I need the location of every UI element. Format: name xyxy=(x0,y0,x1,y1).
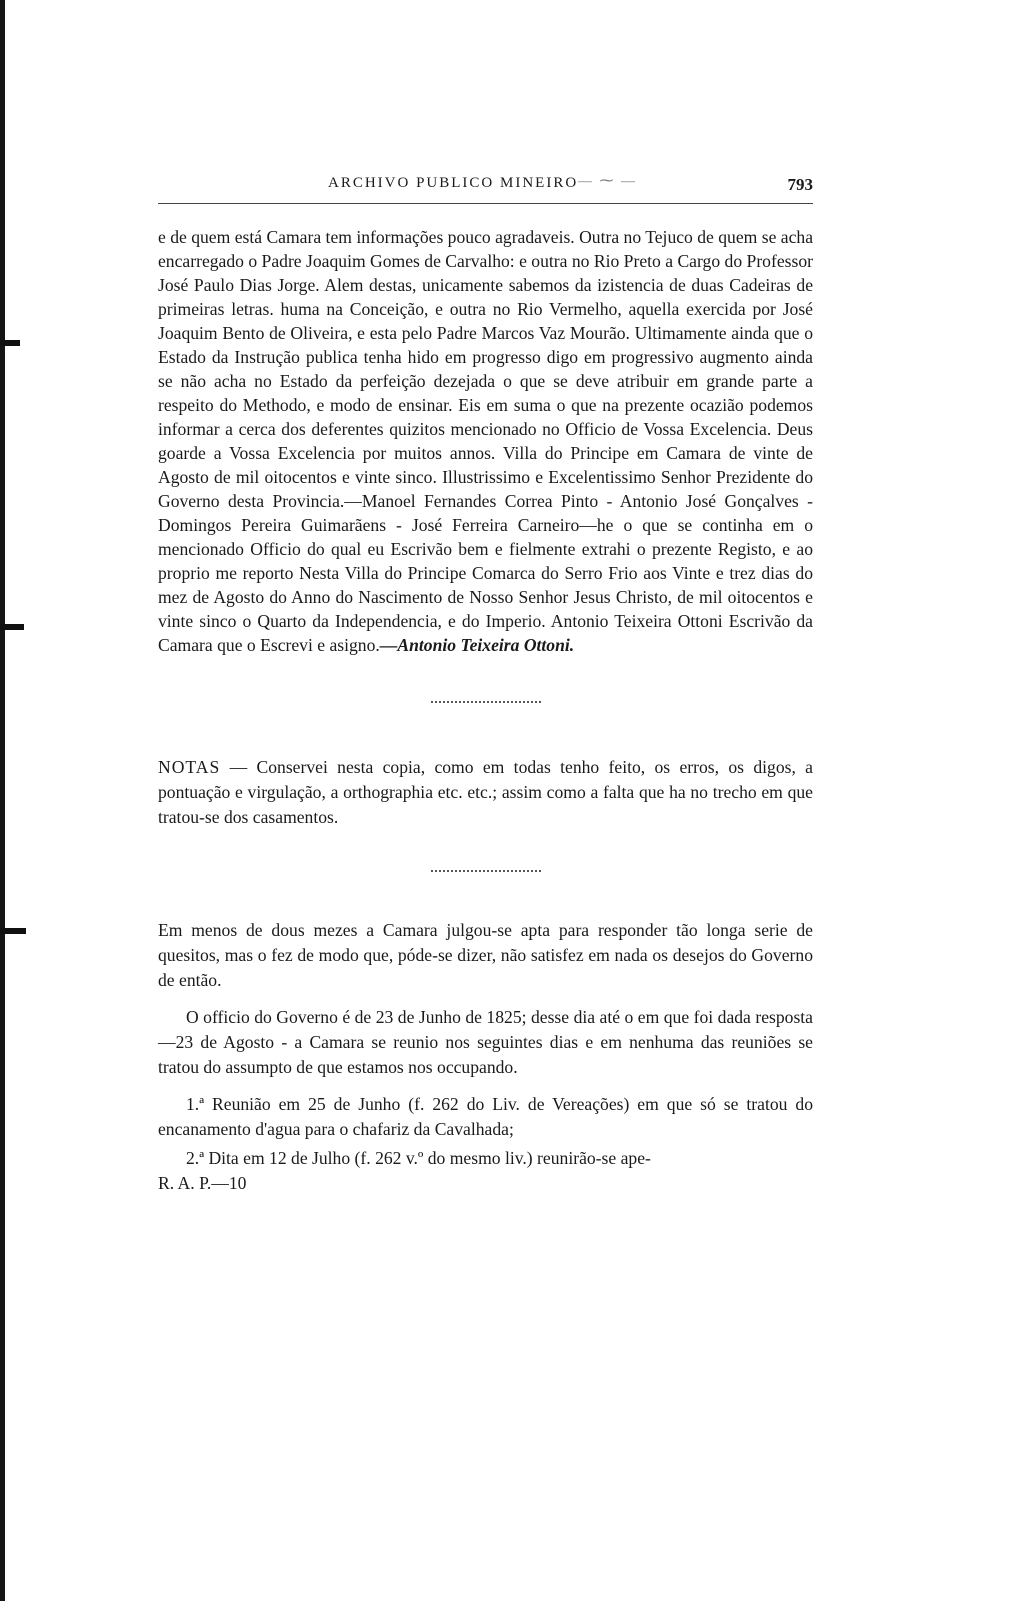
scan-mark-2 xyxy=(0,624,24,630)
main-paragraph-text: e de quem está Camara tem informações pouco agradaveis. Outra no Tejuco de quem se acha encarregado o Padre Joaquim Gomes de Carvalho: e outra no Rio Preto a Cargo do Professor José Paulo Dias Jorge. Alem destas, unicamente sabemos da izistencia de duas Cadeiras de primeiras letras. huma na Conceição, e outra no Rio Vermelho, aquella exercida por José Joaquim Bento de Oliveira, e esta pelo Padre Marcos Vaz Mourão. Ultimamente ainda que o Estado da Instrução publica tenha hido em progresso digo em progressivo augmento ainda se não acha no Estado da perfeição dezejada o que se deve atribuir em grande parte a respeito do Methodo, e modo de ensinar. Eis em suma o que na prezente ocazião podemos informar a cerca dos deferentes quizitos mencionado no Officio de Vossa Excelencia. Deus goarde a Vossa Excelencia por muitos annos. Villa do Principe em Camara de vinte de Agosto de mil oitocentos e vinte sinco. Illustrissimo e Excelentissimo Senhor Prezidente do Governo desta Provincia.—Manoel Fernandes Correa Pinto - Antonio José Gonçalves - Domingos Pereira Guimarãens - José Ferreira Carneiro—he o que se continha em o mencionado Officio do qual eu Escrivão bem e fielmente extrahi o prezente Registo, e ao proprio me reporto Nesta Villa do Principe Comarca do Serro Frio aos Vinte e trez dias do mez de Agosto do Anno do Nascimento de Nosso Senhor Jesus Christo, de mil oitocentos e vinte sinco o Quarto da Independencia, e do Imperio. Antonio Teixeira Ottoni Escrivão da Camara que o Escrevi e asigno. xyxy=(158,227,814,655)
section-separator xyxy=(431,870,541,872)
document-page xyxy=(158,165,813,1196)
main-text-block xyxy=(158,225,813,657)
scan-mark-1 xyxy=(0,340,20,346)
signature: —Antonio Teixeira Ottoni. xyxy=(379,635,575,655)
page-number: 793 xyxy=(787,175,813,194)
list-item: 1.ª Reunião em 25 de Junho (f. 262 do Liv. de Vereações) em que só se tratou do encanamento d'agua para o chafariz da Cavalhada; xyxy=(158,1094,813,1139)
paragraph-camara: Em menos de dous mezes a Camara julgou-se apta para responder tão longa serie de quesitos, mas o fez de modo que, póde-se dizer, não satisfez em nada os desejos do Governo de então. xyxy=(158,920,813,990)
paragraph-officio: O officio do Governo é de 23 de Junho de 1825; desse dia até o em que foi dada resposta—23 de Agosto - a Camara se reunio nos seguintes dias e em nenhuma das reuniões se tratou do assumpto de que estamos nos occupando. xyxy=(158,1007,813,1077)
scan-edge xyxy=(0,0,5,1601)
signature-mark: R. A. P.—10 xyxy=(158,1173,247,1193)
running-head xyxy=(158,165,813,199)
running-title: ARCHIVO PUBLICO MINEIRO xyxy=(328,175,579,191)
notes-text: — Conservei nesta copia, como em todas tenho feito, os erros, os digos, a pontuação e virgulação, a orthographia etc. etc.; assim como a falta que ha no trecho em que tratou-se dos casamentos. xyxy=(158,757,813,827)
header-ornament: — ⁓ — xyxy=(578,174,637,189)
section-separator xyxy=(431,701,541,703)
notes-label: NOTAS xyxy=(158,757,221,777)
scan-mark-3 xyxy=(0,928,26,934)
notes-block xyxy=(158,755,813,830)
list-item: 2.ª Dita em 12 de Julho (f. 262 v.º do mesmo liv.) reunirão-se ape- xyxy=(186,1148,651,1168)
header-rule xyxy=(158,203,813,204)
main-paragraph xyxy=(158,225,813,657)
